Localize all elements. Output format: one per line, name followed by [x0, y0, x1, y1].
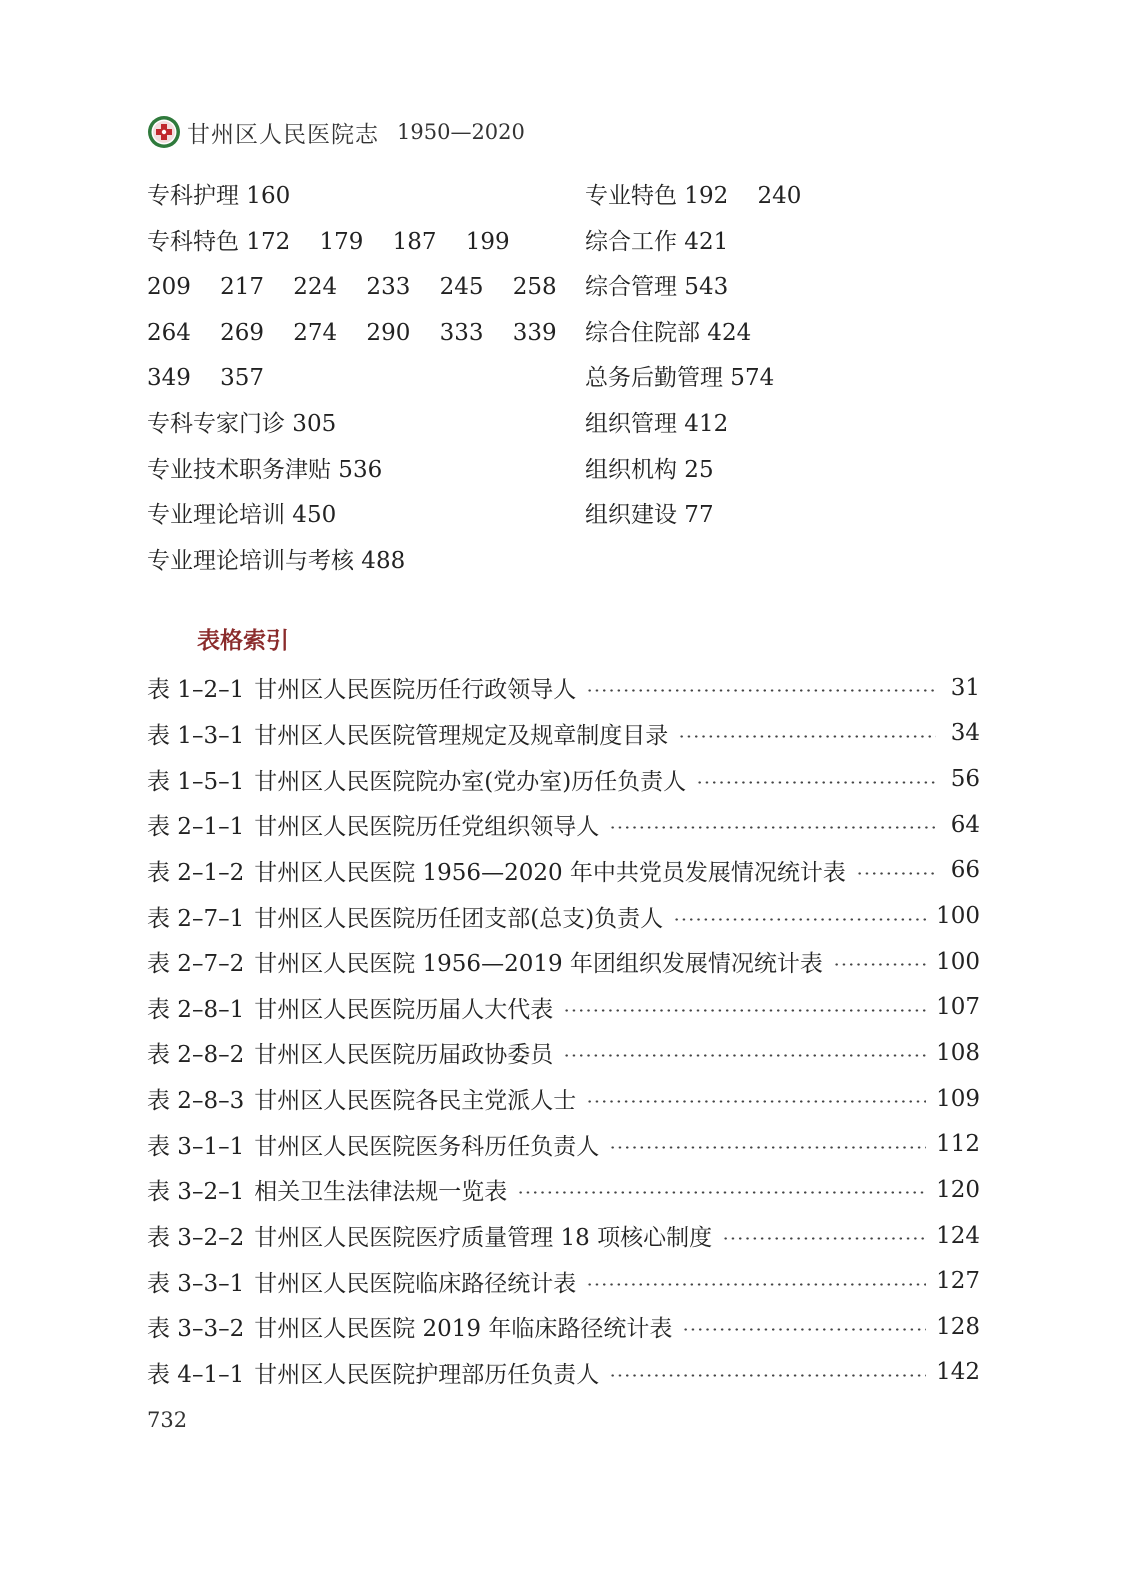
- table-title: 甘州区人民医院 2019 年临床路径统计表: [254, 1316, 673, 1343]
- table-page-number: 120: [936, 1176, 980, 1203]
- table-title: 甘州区人民医院历任行政领导人: [254, 677, 577, 704]
- subject-index-left-column: [147, 174, 567, 584]
- table-code: 表 3–2–2: [147, 1225, 245, 1251]
- dot-leader: [586, 1100, 926, 1103]
- dot-leader: [517, 1191, 926, 1194]
- table-page-number: 31: [950, 674, 980, 701]
- table-code: 表 2–8–2: [147, 1042, 245, 1069]
- toc-row: [147, 984, 980, 1030]
- toc-row: [147, 802, 980, 848]
- toc-row: [147, 939, 980, 985]
- table-code: 表 2–8–1: [147, 996, 245, 1023]
- index-entry: 349 357: [147, 365, 265, 392]
- index-entry: 209 217 224 233 245 258: [147, 274, 557, 301]
- toc-row: [147, 1076, 980, 1122]
- toc-row: [147, 1030, 980, 1076]
- index-entry: 总务后勤管理 574: [585, 365, 775, 392]
- table-code: 表 4–1–1: [147, 1361, 245, 1388]
- dot-leader: [678, 735, 936, 738]
- table-title: 甘州区人民医院历届人大代表: [254, 996, 554, 1023]
- table-title: 甘州区人民医院医疗质量管理 18 项核心制度: [254, 1225, 713, 1251]
- table-title: 甘州区人民医院历任党组织领导人: [254, 814, 600, 841]
- index-entry: 专科护理 160: [147, 183, 291, 209]
- table-page-number: 100: [936, 948, 980, 975]
- index-entry: 综合管理 543: [585, 274, 729, 301]
- table-code: 表 3–3–2: [147, 1316, 245, 1343]
- table-code: 表 2–8–3: [147, 1088, 245, 1115]
- table-page-number: 109: [936, 1085, 980, 1112]
- toc-row: [147, 1350, 980, 1396]
- table-page-number: 142: [936, 1359, 980, 1386]
- dot-leader: [586, 689, 936, 692]
- table-code: 表 2–1–2: [147, 859, 245, 886]
- table-code: 表 2–7–1: [147, 905, 245, 932]
- table-page-number: 34: [950, 720, 980, 747]
- dot-leader: [563, 1054, 926, 1057]
- table-page-number: 127: [936, 1268, 980, 1295]
- table-code: 表 2–7–2: [147, 951, 245, 978]
- index-entry: 专业理论培训与考核 488: [147, 547, 406, 574]
- table-title: 甘州区人民医院管理规定及规章制度目录: [254, 722, 669, 749]
- table-title: 甘州区人民医院 1956—2020 年中共党员发展情况统计表: [254, 859, 846, 886]
- toc-row: [147, 756, 980, 802]
- toc-row: [147, 1167, 980, 1213]
- index-entry: 专业理论培训 450: [147, 502, 337, 529]
- dot-leader: [586, 1283, 926, 1286]
- dot-leader: [696, 781, 936, 784]
- table-title: 甘州区人民医院护理部历任负责人: [254, 1361, 600, 1388]
- toc-row: [147, 1121, 980, 1167]
- index-entry: 专科特色 172 179 187 199: [147, 228, 510, 255]
- index-entry: 组织管理 412: [585, 410, 729, 437]
- table-index-list: [147, 665, 980, 1395]
- toc-row: [147, 848, 980, 894]
- dot-leader: [833, 963, 926, 966]
- toc-row: [147, 1213, 980, 1259]
- table-title: 甘州区人民医院历任团支部(总支)负责人: [254, 905, 664, 932]
- table-page-number: 64: [950, 811, 980, 838]
- index-entry: 专科专家门诊 305: [147, 410, 337, 437]
- index-entry: 专业特色 192 240: [585, 183, 802, 209]
- index-entry: 264 269 274 290 333 339: [147, 319, 557, 346]
- table-code: 表 3–3–1: [147, 1270, 245, 1297]
- dot-leader: [682, 1328, 926, 1331]
- table-title: 甘州区人民医院临床路径统计表: [254, 1270, 577, 1297]
- dot-leader: [609, 1374, 926, 1377]
- table-page-number: 108: [936, 1039, 980, 1066]
- book-years: 1950—2020: [397, 120, 525, 144]
- toc-row: [147, 893, 980, 939]
- dot-leader: [673, 918, 926, 921]
- table-title: 甘州区人民医院各民主党派人士: [254, 1088, 577, 1115]
- dot-leader: [609, 826, 936, 829]
- page-number: 732: [147, 1408, 188, 1432]
- dot-leader: [563, 1009, 926, 1012]
- subject-index-right-column: [585, 174, 1005, 539]
- index-entry: 综合工作 421: [585, 228, 729, 255]
- section-title: 表格索引: [197, 627, 289, 654]
- index-entry: 组织建设 77: [585, 502, 714, 529]
- running-header: [147, 112, 525, 152]
- dot-leader: [722, 1237, 926, 1240]
- table-title: 甘州区人民医院历届政协委员: [254, 1042, 554, 1069]
- toc-row: [147, 1258, 980, 1304]
- book-title: 甘州区人民医院志: [187, 121, 379, 148]
- table-page-number: 100: [936, 903, 980, 930]
- dot-leader: [856, 872, 936, 875]
- table-code: 表 1–2–1: [147, 677, 245, 704]
- index-entry: 综合住院部 424: [585, 319, 752, 346]
- table-page-number: 107: [936, 994, 980, 1021]
- table-title: 甘州区人民医院医务科历任负责人: [254, 1133, 600, 1160]
- table-title: 甘州区人民医院 1956—2019 年团组织发展情况统计表: [254, 951, 823, 978]
- table-code: 表 2–1–1: [147, 814, 245, 841]
- table-code: 表 1–5–1: [147, 768, 245, 795]
- index-entry: 专业技术职务津贴 536: [147, 456, 383, 483]
- dot-leader: [609, 1146, 926, 1149]
- hospital-logo-icon: [147, 115, 181, 149]
- table-page-number: 112: [936, 1131, 980, 1158]
- table-title: 相关卫生法律法规一览表: [254, 1179, 508, 1206]
- table-page-number: 56: [950, 766, 980, 793]
- table-code: 表 3–1–1: [147, 1133, 245, 1160]
- index-entry: 组织机构 25: [585, 456, 714, 483]
- toc-row: [147, 711, 980, 757]
- toc-row: [147, 1304, 980, 1350]
- table-code: 表 3–2–1: [147, 1179, 245, 1206]
- table-title: 甘州区人民医院院办室(党办室)历任负责人: [254, 768, 687, 795]
- table-page-number: 128: [936, 1313, 980, 1340]
- table-page-number: 124: [936, 1222, 980, 1249]
- toc-row: [147, 665, 980, 711]
- table-page-number: 66: [950, 857, 980, 884]
- table-code: 表 1–3–1: [147, 722, 245, 749]
